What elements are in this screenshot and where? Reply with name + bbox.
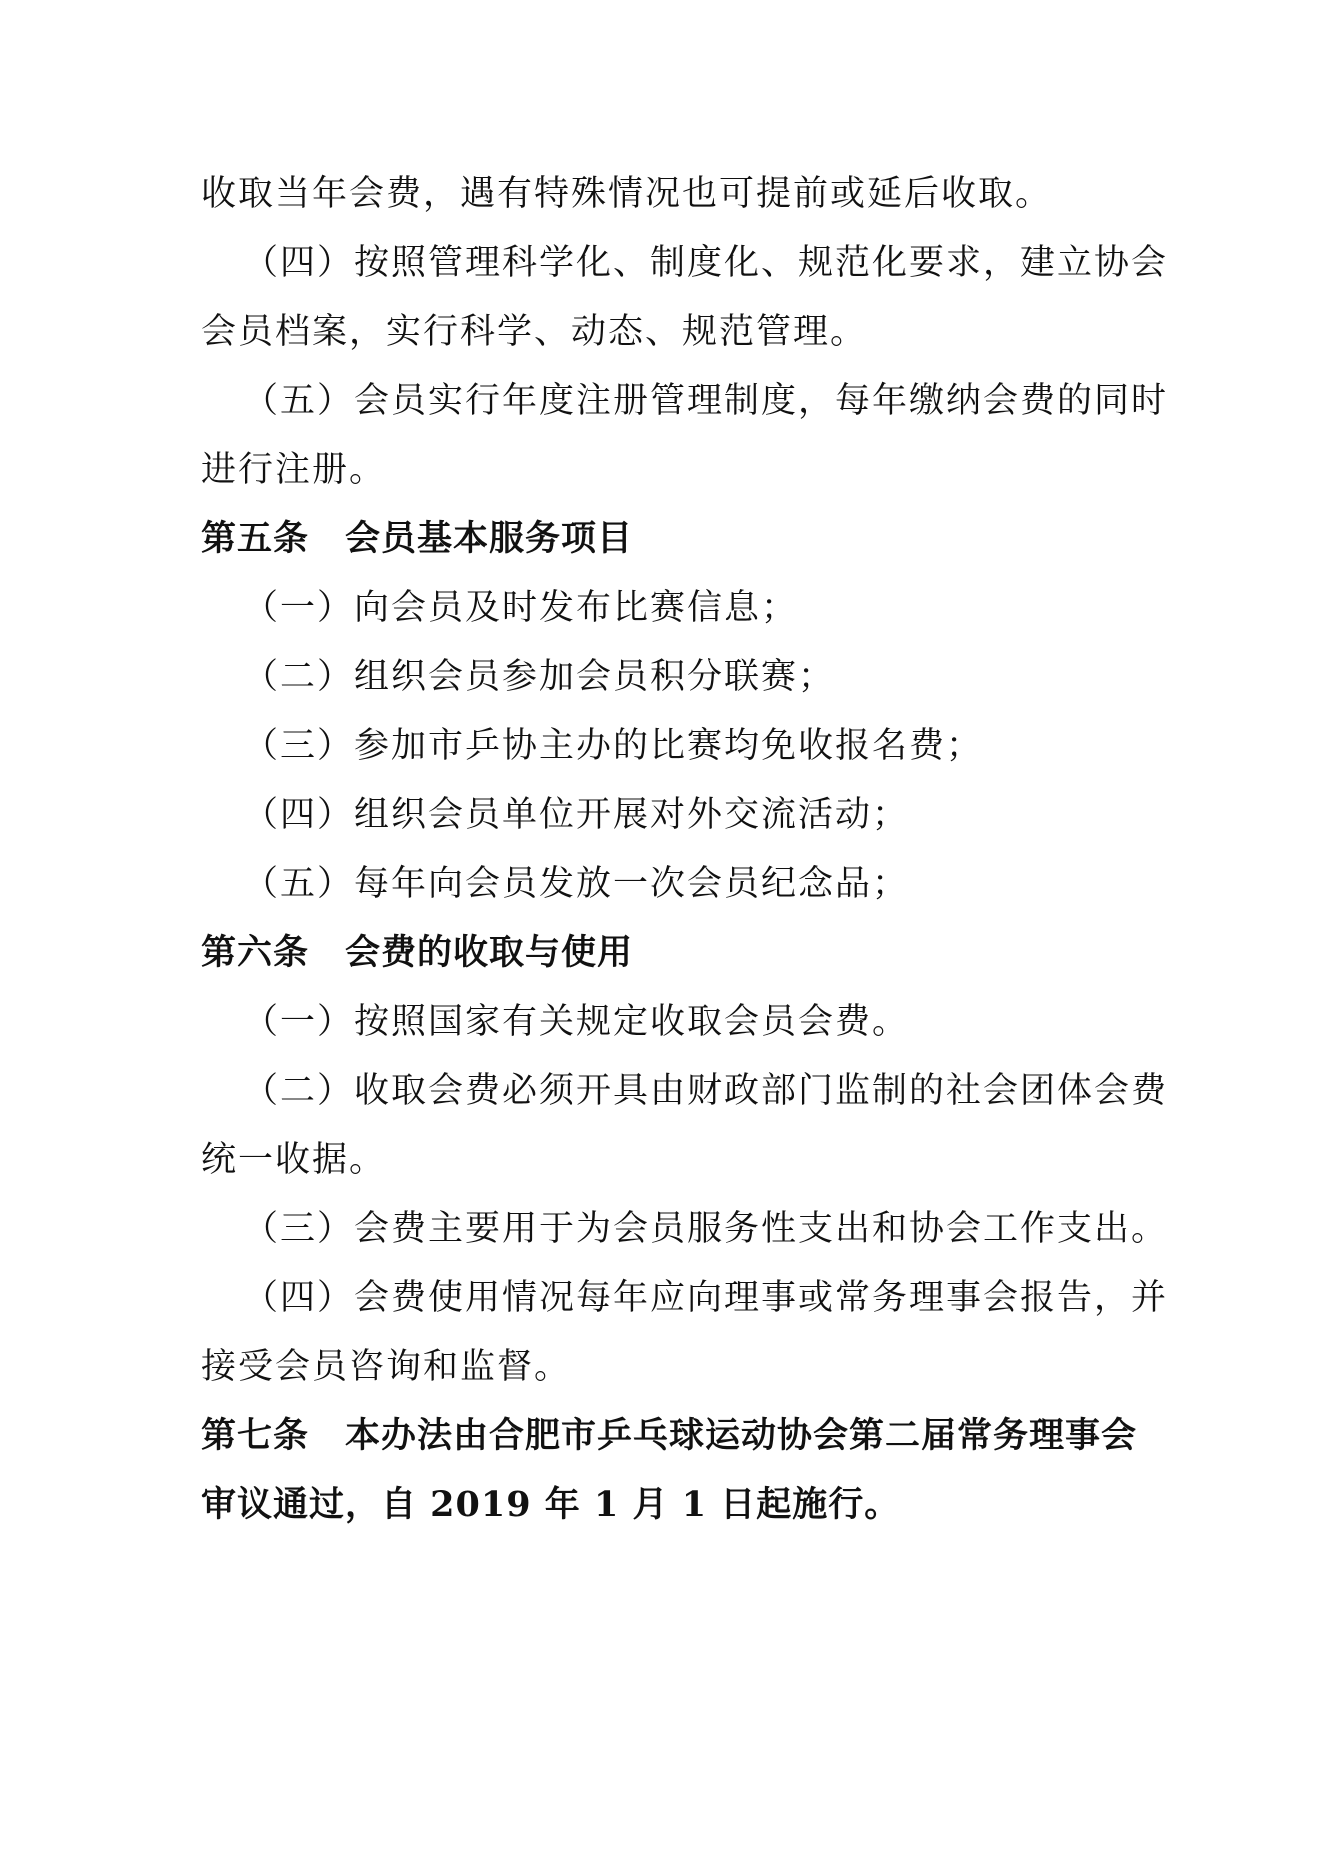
list-item: （三）参加市乒协主办的比赛均免收报名费； xyxy=(243,726,984,766)
paragraph-line: 接受会员咨询和监督。 xyxy=(201,1347,572,1387)
list-item: （五）每年向会员发放一次会员纪念品； xyxy=(243,864,910,904)
list-item: （二）组织会员参加会员积分联赛； xyxy=(243,657,836,697)
list-item: （一）按照国家有关规定收取会员会费。 xyxy=(243,1002,910,1042)
section-heading-article-5: 第五条 会员基本服务项目 xyxy=(201,518,634,559)
list-item: （四）组织会员单位开展对外交流活动； xyxy=(243,795,910,835)
paragraph-line: （二）收取会费必须开具由财政部门监制的社会团体会费 xyxy=(243,1071,1169,1111)
paragraph-line: （四）会费使用情况每年应向理事或常务理事会报告，并 xyxy=(243,1278,1169,1318)
paragraph-line: 会员档案，实行科学、动态、规范管理。 xyxy=(201,312,868,352)
paragraph-line: 统一收据。 xyxy=(201,1140,387,1180)
paragraph-line: 进行注册。 xyxy=(201,450,387,490)
paragraph-line: 收取当年会费，遇有特殊情况也可提前或延后收取。 xyxy=(201,174,1053,214)
paragraph-line: （四）按照管理科学化、制度化、规范化要求，建立协会 xyxy=(243,243,1169,283)
paragraph-line: （三）会费主要用于为会员服务性支出和协会工作支出。 xyxy=(243,1209,1169,1249)
list-item: （一）向会员及时发布比赛信息； xyxy=(243,588,799,628)
paragraph-line-bold: 审议通过，自 2019 年 1 月 1 日起施行。 xyxy=(201,1484,901,1525)
section-heading-article-7: 第七条 本办法由合肥市乒乓球运动协会第二届常务理事会 xyxy=(201,1415,1138,1456)
section-heading-article-6: 第六条 会费的收取与使用 xyxy=(201,932,634,973)
paragraph-line: （五）会员实行年度注册管理制度，每年缴纳会费的同时 xyxy=(243,381,1169,421)
